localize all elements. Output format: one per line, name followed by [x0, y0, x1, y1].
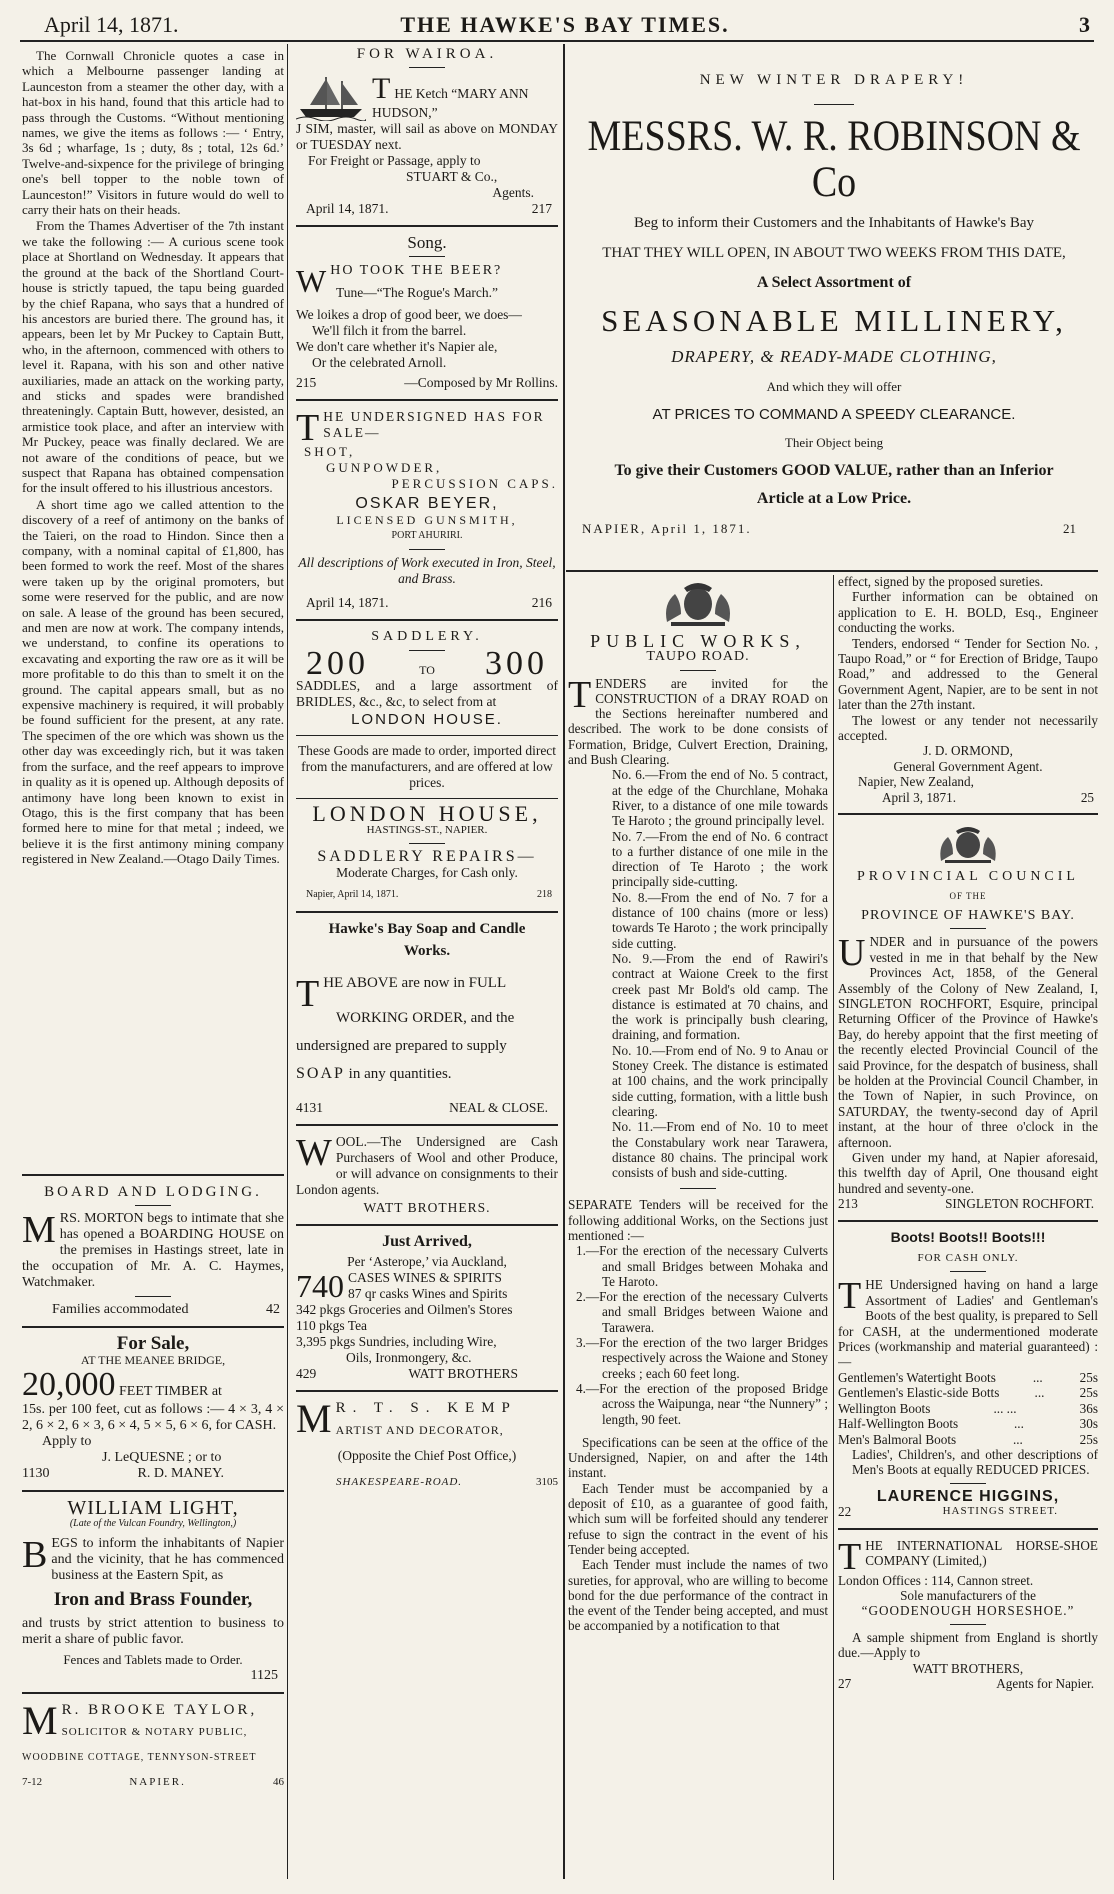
news-paragraph: The Cornwall Chronicle quotes a case in which a Melbourne passenger landing at Launceston from a steamer the other day, with a hat-box in his hand, found that this article had to pass through the Customs. “Without mentioning names, we give the items as follows :— ‘ Entry, 3s 6d ; wharfage, 1s ; duty, 8s ; total, 12s 6d.’ Twelve-and-sixpence for the privilege of bringing one's bell topper to the noble town of Launceston!” Visitors in future would do well to carry their hats on their heads.	[22, 48, 284, 218]
price-row: Half-Wellington Boots ... 30s	[838, 1416, 1098, 1432]
song-ad: W HO TOOK THE BEER?	[296, 263, 503, 299]
tender-section: No. 10.—From end of No. 9 to Anau or Stoney Creek. The distance is estimated at 100 chains, and the work principally side cutting, formation, with a little bush clearing.	[612, 1042, 828, 1119]
taylor-ad: M R. BROOKE TAYLOR, SOLICITOR & NOTARY PUBLIC,	[22, 1698, 258, 1743]
ship-icon	[296, 75, 366, 121]
soap-title: Hawke's Bay Soap and Candle	[328, 921, 526, 937]
column-rule	[833, 575, 834, 1880]
col1-ads: BOARD AND LODGING. M RS. MORTON begs to intimate that she has opened a BOARDING HOUSE on the premises in Hastings street, late in the occupation of Mr. A. C. Haymes, Watchmaker. Families accommodated 42 For Sale, AT THE MEANEE BRIDGE, 20,000 FEET TIMBER at 15s. per 100 feet, cut as follows :— 4 × 3, 4 × 2, 6 × 2, 6 × 3, 6 × 4, 5 × 5, 6 × 6, for CASH. Apply to J. LeQUESNE ; or to 1130 R. D. MANEY. WILLIAM LIGHT, (Late of the Vulcan Foundry, Wellington,) B EGS to inform the inhabitants of Napier and the vicinity, that he has commenced business at the Eastern Spit, as Iron and Brass Founder, and trusts by strict attention to business to merit a share of public favor. Fences and Tablets made to Order. 1125 M R. BROOKE TAYLOR, SOLICITOR & NOTARY PUBLIC, WOODBINE COTTAGE, TENNYSON-STREET 7-12 NAPIER. 46	[22, 1166, 284, 1881]
dropcap: T	[372, 72, 391, 105]
arrived-ad: 740 CASES WINES & SPIRITS 87 qr casks Wines and Spirits	[296, 1268, 508, 1304]
dropcap: T	[568, 673, 592, 716]
dropcap: M	[296, 1396, 332, 1441]
issue-date: April 14, 1871.	[44, 12, 179, 37]
dropcap: U	[838, 932, 866, 975]
dropcap: T	[838, 1275, 862, 1318]
dropcap: T	[296, 407, 320, 449]
song-title: Song.	[407, 233, 447, 252]
page-number: 3	[1079, 12, 1090, 37]
kemp-ad: M R. T. S. KEMP ARTIST AND DECORATOR,	[296, 1396, 517, 1441]
news-column	[22, 48, 284, 1163]
tender-section: No. 11.—From end of No. 10 to meet the Constabulary work near Tarawera, distance 80 chains. The principal work consists of bush and side-cutting.	[612, 1119, 828, 1181]
forsale-ad: 20,000 FEET TIMBER at	[22, 1366, 222, 1403]
newspaper-title: THE HAWKE'S BAY TIMES.	[400, 12, 730, 37]
masthead	[30, 10, 1100, 40]
wairoa-title: FOR WAIROA.	[356, 46, 498, 62]
light-title: WILLIAM LIGHT,	[67, 1497, 239, 1519]
price-row: Gentlemen's Elastic-side Botts ... 25s	[838, 1385, 1098, 1401]
wool-ad: W OOL.—The Undersigned are Cash Purchasers of Wool and other Produce, or will advance on consignments to their London agents.	[296, 1132, 558, 1197]
robinson-ad: NEW WINTER DRAPERY! MESSRS. W. R. ROBINSON & Co Beg to inform their Customers and the Inhabitants of Hawke's Bay THAT THEY WILL OPEN, IN ABOUT TWO WEEKS FROM THIS DATE, A Select Assortment of SEASONABLE MILLINERY, DRAPERY, & READY-MADE CLOTHING, And which they will offer AT PRICES TO COMMAND A SPEEDY CLEARANCE. Their Object being To give their Customers GOOD VALUE, rather than an Inferior Article at a Low Price. NAPIER, April 1, 1871. 21	[570, 50, 1098, 570]
council-title: PROVINCIAL COUNCIL	[857, 869, 1079, 885]
dropcap: W	[296, 1132, 332, 1174]
news-paragraph: From the Thames Advertiser of the 7th instant we take the following :— A curious scene took place at Shortland on Wednesday. It appears that the ground at the back of the Shortland Court-house is strictly tapued, the tapu being guarded by the chief Rapana, who says that a hundred of his ancestors are buried there. The ground has, it appears, been let by Mr Puckey to Captain Butt, who, in the afternoon, commenced with others to level it. Rapana, with his son and other native auxiliaries, made an attack on the working party, and sticks and spades were brandished threateningly. Captain Butt, however, desisted, an armistice took place, and after an interview with Mr Puckey, peace was finally declared. We are not aware of the conditions of peace, but we suspect that Rapana has obtained compensation for the insult offered to his illustrious ancestors.	[22, 218, 284, 496]
light-ad: B EGS to inform the inhabitants of Napier and the vicinity, that he has commenced business at the Eastern Spit, as	[22, 1534, 284, 1583]
dropcap: T	[296, 973, 320, 1015]
beyer-ad: T HE UNDERSIGNED HAS FOR SALE—	[296, 407, 545, 449]
dropcap: B	[22, 1534, 48, 1576]
price-row: Men's Balmoral Boots ... 25s	[838, 1431, 1098, 1447]
boots-title: Boots! Boots!! Boots!!!	[890, 1228, 1046, 1245]
tender-section: No. 6.—From the end of No. 5 contract, at the edge of the Churchlane, Mohaka River, to a distance of one mile towards Te Haroto ; the ground principally level.	[612, 767, 828, 829]
wairoa-ad: THE Ketch “MARY ANN HUDSON,”	[296, 73, 558, 121]
board-title: BOARD AND LODGING.	[44, 1184, 262, 1200]
col4-ads: effect, signed by the proposed sureties. Further information can be obtained on application to E. H. BOLD, Esq., Engineer conducting the works. Tenders, endorsed “ Tender for Section No. , Taupo Road,” or “ for Erection of Bridge, Taupo Road,” and addressed to the General Government Agent, Napier, are to be sent in not later than the 27th instant. The lowest or any tender not necessarily accepted. J. D. ORMOND, General Government Agent. Napier, New Zealand, April 3, 1871. 25 PROVINCIAL COUNCIL OF THE PROVINCE OF HAWKE'S BAY. U NDER and in pursuance of the powers vested in me in that behalf by the New Provinces Act, 1858, of the General Assembly of the Colony of New Zealand, I, SINGLETON ROCHFORT, Esquire, principal Returning Officer of the Province of Hawke's Bay, do hereby appoint that the first meeting of the recently elected Provincial Council of the said Province, for the despatch of business, shall be holden at the Provincial Council Chamber, in the Town of Napier, in such Province, on SATURDAY, the twenty-second day of April instant, at the hour of three o'clock in the afternoon. Given under my hand, at Napier aforesaid, this twelfth day of April, One thousand eight hundred and seventy-one. 213 SINGLETON ROCHFORT. Boots! Boots!! Boots!!! FOR CASH ONLY. T HE Undersigned having on hand a large Assortment of Ladies' and Gentleman's Boots of the best quality, is prepared to Sell for CASH, at the undermentioned moderate Prices (workmanship and material guaranteed) :— Gentlemen's Watertight Boots ... 25s Gentlemen's Elastic-side Botts ... 25s Wellington Boots ... ... 36s Half-Wellington Boots ... 30s Men's Balmoral Boots ... 25s Ladies', Children's, and other descriptions of Men's Boots at equally REDUCED PRICES. LAURENCE HIGGINS, 22 HASTINGS STREET. T HE INTERNATIONAL HORSE-SHOE COMPANY (Limited,) London Offices : 114, Cannon street. Sole manufacturers of the “GOODENOUGH HORSESHOE.” A sample shipment from England is shortly due.—Apply to WATT BROTHERS, 27 Agents for Napier.	[838, 574, 1098, 1691]
extra-work: 3.—For the erection of the two larger Bridges respectively across the Waione and Stoney creeks ; each 60 feet long.	[576, 1335, 828, 1381]
saddlery-title: SADDLERY.	[371, 629, 483, 644]
dropcap: W	[296, 263, 327, 299]
forsale-title: For Sale,	[116, 1333, 190, 1354]
boots-price-list	[838, 1370, 1098, 1447]
arrived-title: Just Arrived,	[382, 1233, 472, 1250]
news-paragraph: A short time ago we called attention to the discovery of a reef of antimony on the banks of the Taieri, on the road to Hindon. Since then a company, with a nominal capital of £1,800, has been formed to work the reef. Most of the shares were taken up by the original promoters, but some were reserved for the public, and are now on sale. A lease of the ground has been secured, and men are now at work. The company intends, we understand, to confine its operations to excavating and exporting the raw ore as it will be more profitable to do this than to smelt it on the ground. The capital appears small, but as no expensive machinery is required, it will probably be found sufficient for the present, at any rate. The specimen of the ore which was shown us the other day was exceedingly rich, but it was taken from the surface, and the reef appears to improve in quality as it is opened up. Although deposits of antimony have long been known to exist in Otago, this is the first company that has been formed here to mine for that metal ; indeed, we believe it is the first antimony mining company registered in New Zealand.—Otago Daily Times.	[22, 496, 284, 867]
price-row: Gentlemen's Watertight Boots ... 25s	[838, 1369, 1098, 1385]
col2-ads: FOR WAIROA. THE Ketch “MARY ANN HUDSON,” J SIM, master, will sail as above on MONDAY or TUESDAY next. For Freight or Passage, apply to STUART & Co., Agents. April 14, 1871. 217 Song. W HO TOOK THE BEER? Tune—“The Rogue's March.” We loikes a drop of good beer, we does— We'll filch it from the barrel. We don't care whether it's Napier ale, Or the celebrated Arnoll. 215 —Composed by Mr Rollins. T HE UNDERSIGNED HAS FOR SALE— SHOT, GUNPOWDER, PERCUSSION CAPS. OSKAR BEYER, LICENSED GUNSMITH, PORT AHURIRI. All descriptions of Work executed in Iron, Steel, and Brass. April 14, 1871. 216 SADDLERY. 200 TO 300 SADDLES, and a large assortment of BRIDLES, &c., &c, to select from at LONDON HOUSE. These Goods are made to order, imported direct from the manufacturers, and are offered at low prices. LONDON HOUSE, HASTINGS-ST., NAPIER. SADDLERY REPAIRS— Moderate Charges, for Cash only. Napier, April 14, 1871. 218 Hawke's Bay Soap and Candle Works. T HE ABOVE are now in FULL WORKING ORDER, and the undersigned are prepared to supply SOAP in any quantities. 4131 NEAL & CLOSE. W OOL.—The Undersigned are Cash Purchasers of Wool and other Produce, or will advance on consignments to their London agents. WATT BROTHERS. Just Arrived, Per ‘Asterope,’ via Auckland, 740 CASES WINES & SPIRITS 87 qr casks Wines and Spirits 342 pkgs Groceries and Oilmen's Stores 110 pkgs Tea 3,395 pkgs Sundries, including Wire, Oils, Ironmongery, &c. 429 WATT BROTHERS M R. T. S. KEMP ARTIST AND DECORATOR, (Opposite the Chief Post Office,) SHAKESPEARE-ROAD. 3105	[296, 46, 558, 1488]
dropcap: M	[22, 1209, 56, 1251]
soap-ad: T HE ABOVE are now in FULL	[296, 973, 507, 1015]
royal-crest-icon	[933, 823, 1003, 865]
tender-section: No. 9.—From the end of Rawiri's contract at Waione Creek to the first creek past Mr Bold's old camp. The distance is estimated at 70 chains, and the work is principally bush clearing, draining, and formation.	[612, 950, 828, 1043]
board-ad: M RS. MORTON begs to intimate that she has opened a BOARDING HOUSE on the premises in Hastings street, late in the occupation of Mr. A. C. Haymes, Watchmaker.	[22, 1209, 284, 1290]
royal-crest-icon	[657, 578, 739, 628]
extra-work: 2.—For the erection of the necessary Culverts and small Bridges between Waione and Tarawera.	[576, 1289, 828, 1335]
robinson-firm: MESSRS. W. R. ROBINSON & Co	[587, 111, 1081, 207]
price-row: Wellington Boots ... ... 36s	[838, 1400, 1098, 1416]
column-rule	[563, 44, 565, 1879]
tender-section: No. 7.—From the end of No. 6 contract to a further distance of one mile in the direction of Te Haroto ; the work principally side-cutting.	[612, 828, 828, 890]
dropcap: T	[838, 1535, 862, 1578]
section-rule	[566, 570, 1098, 572]
extra-work: 4.—For the erection of the proposed Bridge across the Waipunga, near “the Nunnery” ; length, 90 feet.	[576, 1380, 828, 1427]
public-works-ad: PUBLIC WORKS, TAUPO ROAD. T ENDERS are invited for the CONSTRUCTION of a DRAY ROAD on the Sections hereinafter numbered and described. The work to be done consists of Formation, Bridge, Culvert Erection, Draining, and Bush Clearing. No. 6.—From the end of No. 5 contract, at the edge of the Churchlane, Mohaka River, to a distance of one mile towards Te Haroto ; the ground principally level. No. 7.—From the end of No. 6 contract to a further distance of one mile in the direction of Te Haroto ; the work principally side-cutting. No. 8.—From the end of No. 7 for a distance of 100 chains (more or less) towards Te Haroto ; the work principally side cutting. No. 9.—From the end of Rawiri's contract at Waione Creek to the first creek past Mr Bold's old camp. The distance is estimated at 70 chains, and the work is principally bush clearing, draining, and formation. No. 10.—From end of No. 9 to Anau or Stoney Creek. The distance is estimated at 100 chains, and the work principally side cutting, formation, with a little bush clearing. No. 11.—From end of No. 10 to meet the Constabulary work near Tarawera, distance 80 chains. The principal work consists of bush and side-cutting. SEPARATE Tenders will be received for the following additional Works, on the Sections just mentioned :— 1.—For the erection of the necessary Culverts and small Bridges between Mohaka and Te Haroto. 2.—For the erection of the necessary Culverts and small Bridges between Waione and Tarawera. 3.—For the erection of the two larger Bridges respectively across the Waione and Stoney creeks ; each 60 feet long. 4.—For the erection of the proposed Bridge across the Waipunga, near “the Nunnery” ; length, 90 feet. Specifications can be seen at the office of the Undersigned, Napier, on and after the 14th instant. Each Tender must be accompanied by a deposit of £10, as a guarantee of good faith, which sum will be forfeited should any tenderer refuse to sign the contract in the event of his Tender being accepted. Each Tender must include the names of two sureties, for approval, who are willing to become bond for the due performance of the contract in the event of the Tender being accepted, and must be accompanied by a notification to that	[568, 578, 828, 1880]
saddle-count: 200 TO 300	[306, 645, 548, 682]
column-rule	[287, 44, 288, 1879]
extra-work: 1.—For the erection of the necessary Culverts and small Bridges between Mohaka and Te Haroto.	[576, 1243, 828, 1289]
header-rule	[20, 40, 1094, 42]
dropcap: M	[22, 1698, 58, 1743]
tender-section: No. 8.—From the end of No. 7 for a distance of 100 chains (more or less) towards Te Haroto ; the work principally side cutting.	[612, 889, 828, 951]
